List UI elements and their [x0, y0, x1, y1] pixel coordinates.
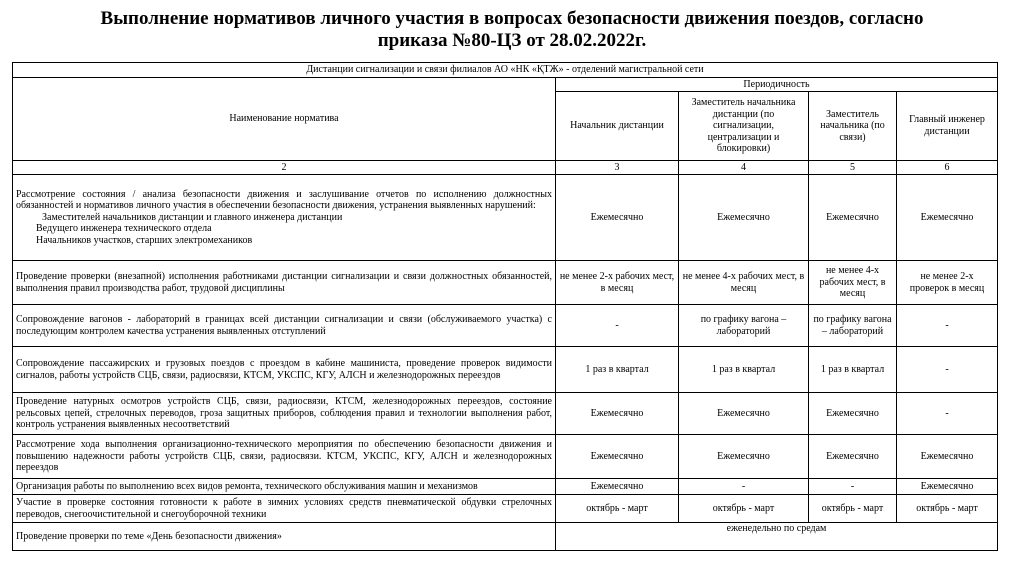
title-line-2: приказа №80-ЦЗ от 28.02.2022г.: [377, 30, 647, 51]
table-row: [13, 495, 998, 523]
value-cell: Ежемесячно: [556, 175, 679, 261]
title-line-1: Выполнение нормативов личного участия в вопросах безопасности движения поездов, согласно: [100, 8, 924, 29]
norm-subitem: Заместителей начальников дистанции и главного инженера дистанции: [42, 211, 343, 223]
norm-cell: Проведение натурных осмотров устройств СЦБ, связи, радиосвязи, КТСМ, железнодорожных переездов, состояние рельсовых цепей, стрелочных переводов, гроза защитных приборов, соблюдения правил и технологии выполнения работ, контроль устранения выявленных несоответствий: [13, 393, 556, 435]
value-cell: Ежемесячно: [679, 435, 809, 479]
table-row: [13, 479, 998, 495]
value-cell: по графику вагона – лабораторий: [809, 305, 897, 347]
norm-cell: Сопровождение вагонов - лабораторий в границах всей дистанции сигнализации и связи (обслуживаемого участка) с последующим контролем качества устранения выявленных отступлений: [13, 305, 556, 347]
section-header: Дистанции сигнализации и связи филиалов АО «НК «ҚТЖ» - отделений магистральной сети: [13, 63, 998, 78]
table-row: [13, 261, 998, 305]
value-cell: Ежемесячно: [897, 175, 998, 261]
value-cell: -: [679, 479, 809, 495]
value-cell: октябрь - март: [679, 495, 809, 523]
value-cell: Ежемесячно: [556, 479, 679, 495]
value-cell: -: [897, 305, 998, 347]
role-header-head: Начальник дистанции: [556, 92, 679, 161]
norm-cell: Сопровождение пассажирских и грузовых поездов с проездом в кабине машиниста, проведение проверок видимости сигналов, работы устройств СЦБ, связи, радиосвязи, КТСМ, УКСПС, КГУ, АЛСН и железнодорожных переездов: [13, 347, 556, 393]
column-number: 2: [13, 161, 556, 175]
value-cell: октябрь - март: [897, 495, 998, 523]
column-number: 6: [897, 161, 998, 175]
value-cell: Ежемесячно: [809, 175, 897, 261]
value-cell: -: [809, 479, 897, 495]
norm-cell: Участие в проверке состояния готовности к работе в зимних условиях средств пневматической обдувки стрелочных переводов, снегоочистительной и снегоуборочной техники: [13, 495, 556, 523]
role-header-deputy-scb: Заместитель начальника дистанции (по сигнализации, централизации и блокировки): [679, 92, 809, 161]
value-cell: Ежемесячно: [897, 479, 998, 495]
value-cell: Ежемесячно: [679, 393, 809, 435]
value-cell: 1 раз в квартал: [809, 347, 897, 393]
table-row: [13, 305, 998, 347]
value-cell: не менее 2-х рабочих мест, в месяц: [556, 261, 679, 305]
value-cell: октябрь - март: [556, 495, 679, 523]
section-header-row: [13, 63, 998, 78]
value-cell: по графику вагона – лабораторий: [679, 305, 809, 347]
value-cell: Ежемесячно: [556, 393, 679, 435]
norm-cell: Организация работы по выполнению всех видов ремонта, технического обслуживания машин и механизмов: [13, 479, 556, 495]
table-row: [13, 435, 998, 479]
norm-cell: Рассмотрение хода выполнения организационно-технического мероприятия по обеспечению безопасности движения и повышению надежности работы устройств СЦБ, связи, радиосвязи. КТСМ, УКСПС, КГУ, АЛСН и железнодорожных переездов: [13, 435, 556, 479]
role-header-deputy-comm: Заместитель начальника (по связи): [809, 92, 897, 161]
value-cell: -: [897, 347, 998, 393]
table-row: [13, 175, 998, 261]
value-cell: не менее 4-х рабочих мест, в месяц: [809, 261, 897, 305]
norm-cell: [13, 175, 556, 261]
value-cell: не менее 2-х проверок в месяц: [897, 261, 998, 305]
norm-text: Рассмотрение состояния / анализа безопасности движения и заслушивание отчетов по исполнению должностных обязанностей и нормативов личного участия в обеспечении безопасности движения, устранения выявленных нарушений:: [16, 188, 552, 212]
header-row-1: [13, 78, 998, 92]
value-cell: Ежемесячно: [679, 175, 809, 261]
periodicity-header: Периодичность: [556, 78, 998, 92]
norm-subitem: Ведущего инженера технического отдела: [36, 223, 212, 235]
table-row: [13, 347, 998, 393]
value-cell: -: [897, 393, 998, 435]
role-header-chief-engineer: Главный инженер дистанции: [897, 92, 998, 161]
column-number: 5: [809, 161, 897, 175]
value-cell: Ежемесячно: [809, 435, 897, 479]
value-cell: -: [556, 305, 679, 347]
norm-name-header: Наименование норматива: [13, 78, 556, 161]
value-cell: Ежемесячно: [556, 435, 679, 479]
value-cell: 1 раз в квартал: [556, 347, 679, 393]
value-cell: Ежемесячно: [809, 393, 897, 435]
norms-table: [12, 62, 998, 551]
value-cell: Ежемесячно: [897, 435, 998, 479]
value-cell: 1 раз в квартал: [679, 347, 809, 393]
page-title: [40, 8, 984, 52]
table-row: [13, 393, 998, 435]
norm-subitem: Начальников участков, старших электромехаников: [36, 234, 253, 246]
value-cell: октябрь - март: [809, 495, 897, 523]
column-number: 3: [556, 161, 679, 175]
merged-value-cell: еженедельно по средам: [556, 523, 998, 551]
table-row: [13, 523, 998, 551]
column-numbers-row: [13, 161, 998, 175]
norm-cell: Проведение проверки по теме «День безопасности движения»: [13, 523, 556, 551]
column-number: 4: [679, 161, 809, 175]
value-cell: не менее 4-х рабочих мест, в месяц: [679, 261, 809, 305]
norm-cell: Проведение проверки (внезапной) исполнения работниками дистанции сигнализации и связи должностных обязанностей, выполнения правил производства работ, трудовой дисциплины: [13, 261, 556, 305]
